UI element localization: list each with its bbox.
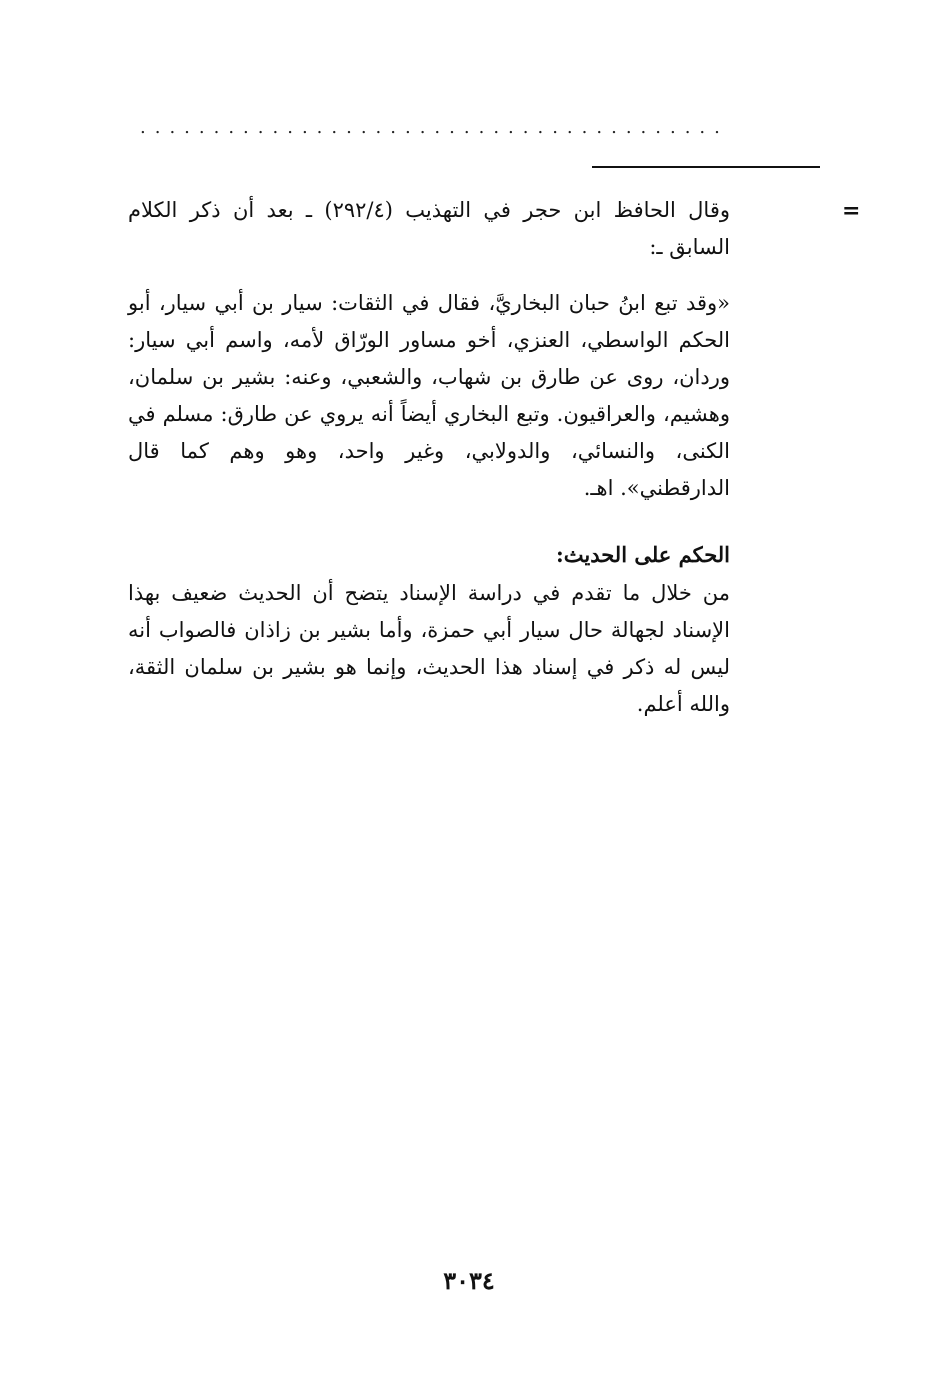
page-number: ٣٠٣٤ [443, 1266, 495, 1295]
paragraph-text: وقال الحافظ ابن حجر في التهذيب (٢٩٢/٤) ـ بعد أن ذكر الكلام السابق ـ: [128, 198, 731, 259]
ruling-paragraph [128, 575, 730, 723]
separator-dots: ........................................ [140, 118, 729, 138]
paragraph-text: «وقد تبع ابنُ حبان البخاريَّ، فقال في الثقات: سيار بن أبي سيار، أبو الحكم الواسطي، العنزي، أخو مساور الورّاق لأمه، واسم أبي سيار: وردان، روى عن طارق بن شهاب، والشعبي، وعنه: بشير بن سلمان، وهشيم، والعراقيون. وتبع البخاري أيضاً أنه يروي عن طارق: مسلم في الكنى، والنسائي، والدولابي، وغير واحد، وهو وهم كما قال الدارقطني». اهـ. [128, 291, 730, 500]
quotation-paragraph [128, 285, 730, 507]
footnote-continuation-marker: = [842, 198, 861, 224]
section-heading: الحكم على الحديث: [556, 542, 730, 567]
footnote-rule [592, 166, 820, 168]
hafiz-ibn-hajar-paragraph [128, 192, 730, 266]
paragraph-text: من خلال ما تقدم في دراسة الإسناد يتضح أن الحديث ضعيف بهذا الإسناد لجهالة حال سيار أبي حمزة، وأما بشير بن زاذان فالصواب أنه ليس له ذكر في إسناد هذا الحديث، وإنما هو بشير بن سلمان الثقة، والله أعلم. [128, 581, 730, 716]
